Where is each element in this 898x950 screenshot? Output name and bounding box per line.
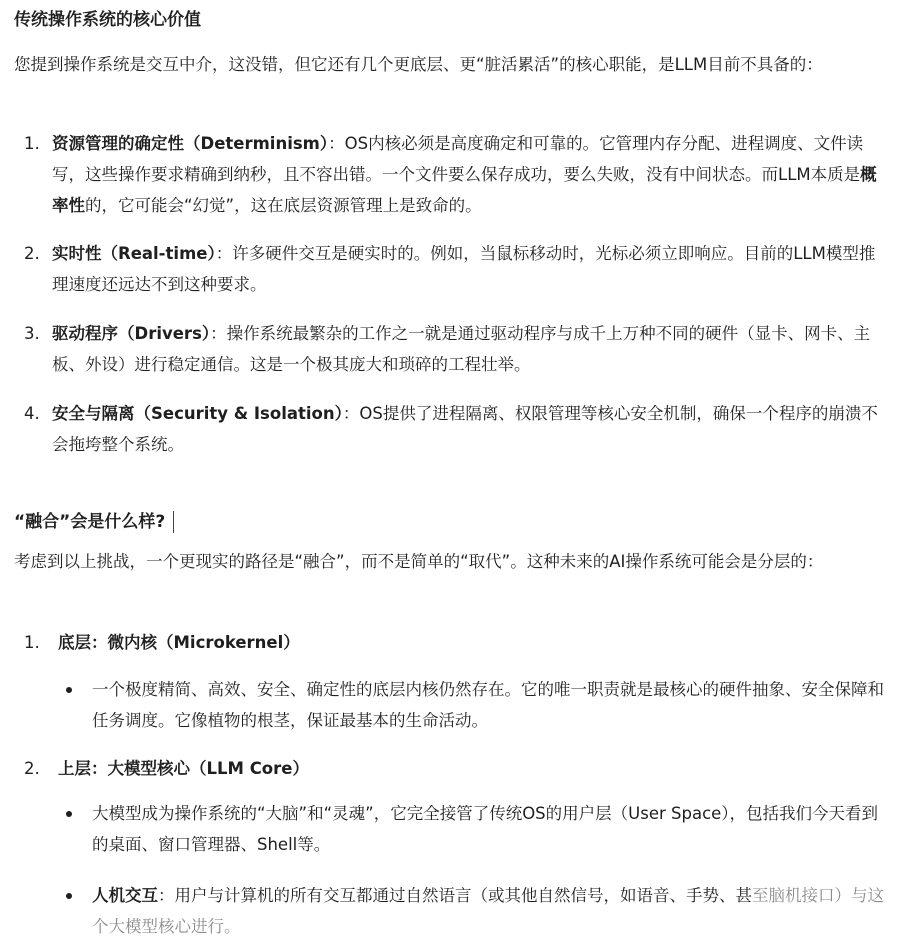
list-item-title: 驱动程序（Drivers）: [52, 324, 211, 343]
bullet-item: [66, 798, 890, 860]
list-item-text: ：操作系统最繁杂的工作之一就是通过驱动程序与成千上万种不同的硬件（显卡、网卡、主板、外设）进行稳定通信。这是一个极其庞大和琐碎的工程壮举。: [52, 324, 871, 374]
bullet-text: 一个极度精简、高效、安全、确定性的底层内核仍然存在。它的唯一职责就是最核心的硬件抽象、安全保障和任务调度。它像植物的根茎，保证最基本的生命活动。: [92, 680, 884, 730]
list-item-realtime: [14, 238, 890, 318]
bullet-text: 大模型成为操作系统的“大脑”和“灵魂”，它完全接管了传统OS的用户层（User Space），包括我们今天看到的桌面、窗口管理器、Shell等。: [92, 804, 879, 854]
section-intro-paragraph: 您提到操作系统是交互中介，这没错，但它还有几个更底层、更“脏活累活”的核心职能，是LLM目前不具备的：: [14, 55, 823, 74]
list-number: 4.: [24, 404, 40, 423]
list-item-determinism: [14, 128, 890, 238]
list-number: 1.: [24, 633, 40, 652]
list-item-title: 安全与隔离（Security & Isolation）: [52, 404, 343, 423]
layer-title: 底层：微内核（Microkernel）: [58, 633, 300, 652]
bullet-body: ：用户与计算机的所有交互都通过自然语言（或其他自然信号，如语音、手势、甚: [158, 886, 752, 905]
os-core-values-list: [14, 128, 890, 460]
list-item-title: 资源管理的确定性（Determinism）: [52, 134, 329, 153]
list-item-security: [14, 398, 890, 460]
list-item-title: 实时性（Real-time）: [52, 244, 216, 263]
bullet-bold-label: 人机交互: [92, 886, 158, 905]
list-item-text: ：OS内核必须是高度确定和可靠的。它管理内存分配、进程调度、文件读写，这些操作要求精确到纳秒，且不容出错。一个文件要么保存成功，要么失败，没有中间状态。而LLM本质是: [52, 134, 864, 184]
bullet-item: [66, 674, 890, 736]
list-item-text: 的，它可能会“幻觉”，这在底层资源管理上是致命的。: [85, 196, 482, 215]
bullet-body-faded: 至脑机接口）与这个大模型核心进行。: [92, 886, 884, 936]
list-item-text: ：许多硬件交互是硬实时的。例如，当鼠标移动时，光标必须立即响应。目前的LLM模型推理速度还远达不到这种要求。: [52, 244, 876, 294]
bullet-dot: [66, 811, 72, 817]
bullet-item: [66, 880, 890, 942]
section-heading-fusion: “融合”会是什么样?: [14, 512, 166, 532]
layer-title: 上层：大模型核心（LLM Core）: [58, 759, 309, 778]
section-heading-traditional-os: 传统操作系统的核心价值: [14, 10, 201, 30]
list-number: 2.: [24, 244, 40, 263]
list-number: 2.: [24, 759, 40, 778]
bullet-dot: [66, 893, 72, 899]
inline-bold-text: 概率性: [52, 165, 877, 215]
list-item-text: ：OS提供了进程隔离、权限管理等核心安全机制，确保一个程序的崩溃不会拖垮整个系统。: [52, 404, 878, 454]
bullet-dot: [66, 687, 72, 693]
section-heading-fusion-wrap: [14, 510, 174, 534]
list-item-drivers: [14, 318, 890, 398]
bullet-text: [66, 880, 890, 942]
list-number: 3.: [24, 324, 40, 343]
section-intro-paragraph: 考虑到以上挑战，一个更现实的路径是“融合”，而不是简单的“取代”。这种未来的AI操作系统可能会是分层的：: [14, 552, 824, 571]
text-cursor: [173, 511, 174, 533]
list-number: 1.: [24, 134, 40, 153]
